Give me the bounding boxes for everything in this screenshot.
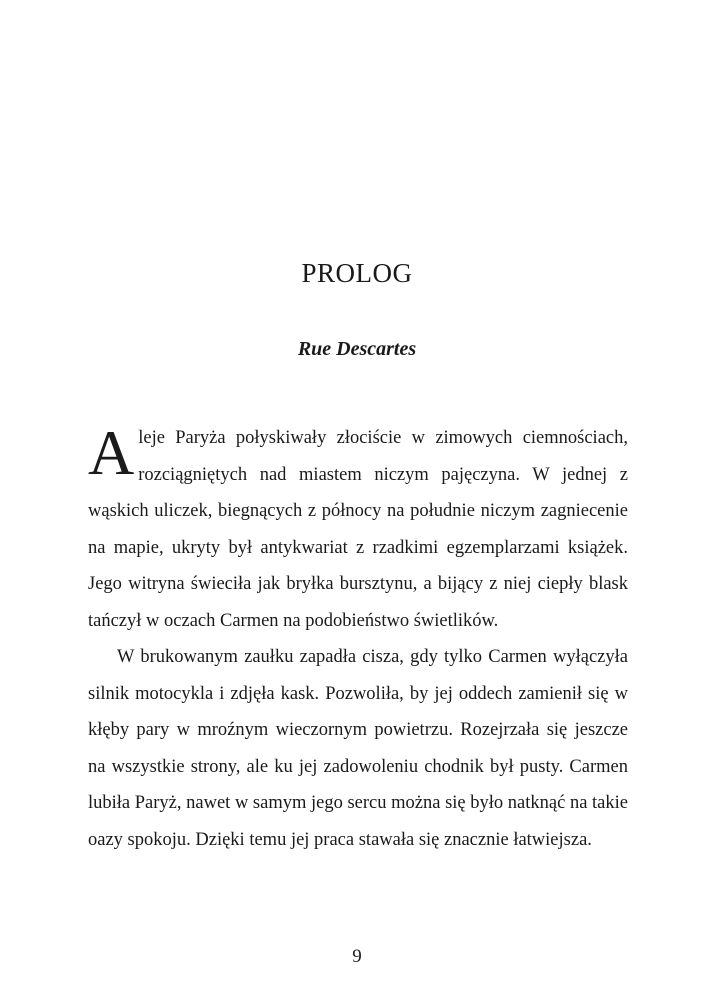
paragraph-1 [88,417,628,639]
page-number: 9 [352,946,362,967]
paragraph-2: W brukowanym zaułku zapadła cisza, gdy tylko Carmen wyłączyła silnik motocykla i zdjęła kask. Pozwoliła, by jej oddech zamienił się w kłęby pary w mroźnym wieczornym powietrzu. Rozejrzała się jeszcze na wszystkie strony, ale ku jej zadowoleniu chodnik był pusty. Carmen lubiła Paryż, nawet w samym jego sercu można się było natknąć na takie oazy spokoju. Dzięki temu jej praca stawała się znacznie łatwiejsza. [88,647,628,850]
drop-cap: A [88,417,135,488]
chapter-subtitle: Rue Descartes [297,338,417,360]
body-text [88,417,628,858]
paragraph-1-text: leje Paryża połyskiwały złociście w zimowych ciemnościach, rozciągniętych nad miastem niczym pajęczyna. W jednej z wąskich uliczek, biegnących z północy na południe niczym zagniecenie na mapie, ukryty był antykwariat z rzadkimi egzemplarzami książek. Jego witryna świeciła jak bryłka bursztynu, a bijący z niej ciepły blask tańczył w oczach Carmen na podobieństwo świetlików. [88,428,628,631]
chapter-title: PROLOG [301,258,413,288]
